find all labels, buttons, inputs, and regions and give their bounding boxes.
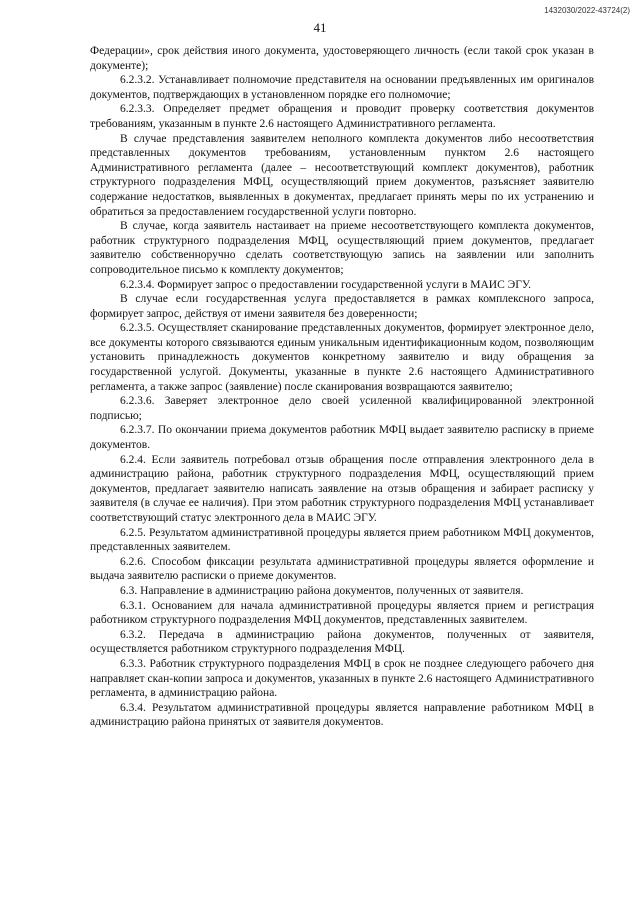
paragraph-6-3-1: 6.3.1. Основанием для начала административной процедуры является прием и регистрация работником структурного подразделения МФЦ документов, представленных заявителем.	[90, 599, 594, 627]
paragraph-6-2-4: 6.2.4. Если заявитель потребовал отзыв обращения после отправления электронного дела в администрацию района, работник структурного подразделения МФЦ, осуществляющий прием документов, предлагает заявителю написать заявление на отзыв обращения и забирает расписку у заявителя (в случае ее наличия). При этом работник структурного подразделения МФЦ устанавливает соответствующий статус электронного дела в МАИС ЭГУ.	[90, 453, 594, 524]
paragraph-6-2-6: 6.2.6. Способом фиксации результата административной процедуры является оформление и выдача заявителю расписки о приеме документов.	[90, 555, 594, 583]
paragraph-6-3-3: 6.3.3. Работник структурного подразделения МФЦ в срок не позднее следующего рабочего дня направляет скан-копии запроса и документов, указанных в пункте 2.6 настоящего Административного регламента, в администрацию района.	[90, 657, 594, 700]
paragraph-incomplete-set: В случае представления заявителем неполного комплекта документов либо несоответствия представленных документов требованиям, установленным пунктом 2.6 настоящего Административного регламента (далее – несоответствующий комплект документов), работник структурного подразделения МФЦ, осуществляющий прием документов, разъясняет заявителю содержание недостатков, выявленных в документах, предлагает принять меры по их устранению и обратиться за предоставлением государственной услуги повторно.	[90, 132, 594, 218]
paragraph-6-3-4: 6.3.4. Результатом административной процедуры является направление работником МФЦ в администрацию района принятых от заявителя документов.	[90, 701, 594, 729]
paragraph-6-2-3-4: 6.2.3.4. Формирует запрос о предоставлении государственной услуги в МАИС ЭГУ.	[120, 278, 532, 291]
page-number: 41	[313, 20, 327, 35]
paragraph-6-2-3-7: 6.2.3.7. По окончании приема документов работник МФЦ выдает заявителю расписку в приеме документов.	[90, 424, 594, 452]
paragraph-6-2-5: 6.2.5. Результатом административной процедуры является прием работником МФЦ документов, представленных заявителем.	[90, 526, 594, 554]
document-id: 1432030/2022-43724(2)	[544, 6, 630, 15]
paragraph-6-3-2: 6.3.2. Передача в администрацию района документов, полученных от заявителя, осуществляется работником структурного подразделения МФЦ.	[90, 628, 594, 656]
paragraph-6-2-3-2: 6.2.3.2. Устанавливает полномочие представителя на основании предъявленных им оригиналов документов, подтверждающих в установленном порядке его полномочие;	[90, 74, 594, 101]
document-body	[90, 44, 594, 730]
paragraph-continuation: Федерации», срок действия иного документа, удостоверяющего личность (если такой срок указан в документе);	[90, 45, 594, 72]
paragraph-complex-request: В случае если государственная услуга предоставляется в рамках комплексного запроса, формирует запрос, действуя от имени заявителя без доверенности;	[90, 293, 594, 320]
paragraph-6-2-3-5: 6.2.3.5. Осуществляет сканирование представленных документов, формирует электронное дело, все документы которого связываются единым уникальным идентификационным кодом, позволяющим установить принадлежность документов конкретному заявителю и виду обращения за государственной услугой. Документы, указанные в пункте 2.6 настоящего Административного регламента, а также запрос (заявление) после сканирования возвращаются заявителю;	[90, 322, 594, 393]
paragraph-6-3: 6.3. Направление в администрацию района документов, полученных от заявителя.	[120, 584, 524, 597]
paragraph-6-2-3-3: 6.2.3.3. Определяет предмет обращения и проводит проверку соответствия документов требованиям, указанным в пункте 2.6 настоящего Административного регламента.	[90, 103, 594, 130]
paragraph-6-2-3-6: 6.2.3.6. Заверяет электронное дело своей усиленной квалифицированной электронной подписью;	[90, 395, 594, 422]
paragraph-applicant-insists: В случае, когда заявитель настаивает на приеме несоответствующего комплекта документов, работник структурного подразделения МФЦ, осуществляющий прием документов, предлагает заявителю собственноручно сделать соответствующую запись на заявлении или заполнить сопроводительное письмо к комплекту документов;	[90, 220, 594, 276]
